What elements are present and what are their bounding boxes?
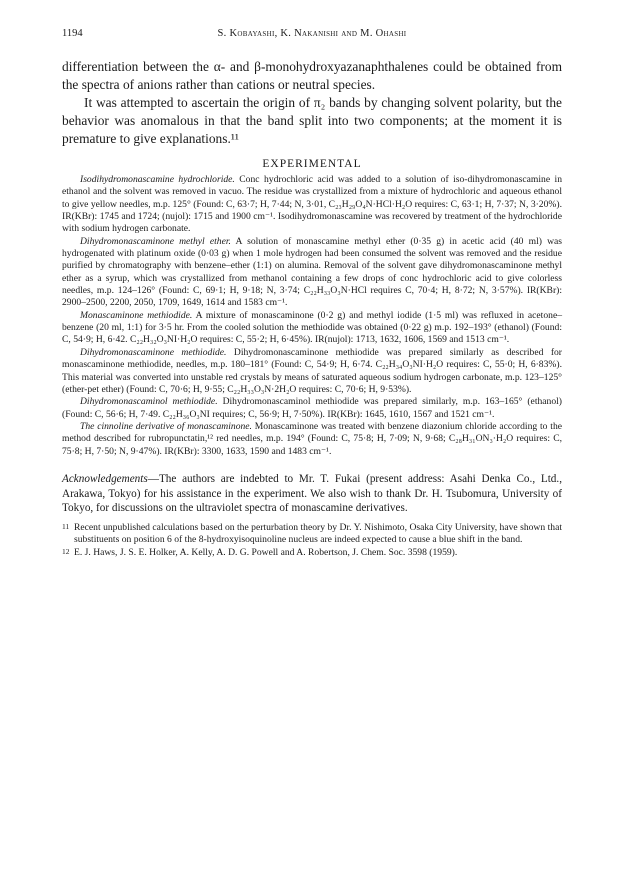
footnote-number: 12 [62, 546, 70, 556]
acknowledgements-text: —The authors are indebted to Mr. T. Fukai (present address: Asahi Denka Co., Ltd., Arakawa, Tokyo) for his assistance in the experiment. We also wish to thank Dr. H. Tsubomura, University of Tokyo, for discussions on the ultraviolet spectra of monascamine derivatives. [62, 472, 562, 515]
experimental-paragraph [62, 310, 562, 347]
experimental-paragraph [62, 421, 562, 458]
experimental-paragraph [62, 396, 562, 421]
paragraph-title: Dihydromonascaminone methiodide. [80, 346, 227, 358]
running-head-authors: S. Kobayashi, K. Nakanishi and M. Ohashi [217, 28, 407, 39]
intro-text [62, 58, 562, 148]
paragraph-title: The cinnoline derivative of monascaminone. [80, 420, 252, 432]
footnotes [62, 522, 562, 559]
paragraph-body: Monascaminone was treated with benzene diazonium chloride according to the method described for rubropunctatin,¹² red needles, m.p. 194° (Found: C, 75·8; H, 7·09; N, 9·68; C₂₈H₃₁ON₃·H₂O requires: C, 75·8; H, 7·50; N, 9·47%). IR(KBr): 3300, 1633, 1590 and 1483 cm⁻¹. [62, 420, 562, 457]
journal-page [62, 28, 562, 559]
acknowledgements-label: Acknowledgements [62, 472, 148, 485]
footnote [62, 547, 562, 559]
paragraph-body: Conc hydrochloric acid was added to a solution of iso-dihydromonascamine in ethanol and the solvent was removed in vacuo. The residue was crystallized from a mixture of hydrochloric and aqueous ethanol to give yellow needles, m.p. 125° (Found: C, 63·7; H, 7·44; N, 3·01, C₂₃H₂₉O₄N·HCl·H₂O requires: C, 63·1; H, 7·37; N, 3·20%). IR(KBr): 1745 and 1724; (nujol): 1715 and 1900 cm⁻¹. Isodihydromonascamine was recovered by treatment of the hydrochloride with sodium hydrogen carbonate. [62, 174, 562, 235]
footnote-text: E. J. Haws, J. S. E. Holker, A. Kelly, A. D. G. Powell and A. Robertson, J. Chem. Soc. 3598 (1959). [74, 546, 458, 558]
experimental-paragraph [62, 347, 562, 396]
intro-paragraph-2: It was attempted to ascertain the origin of π₂ bands by changing solvent polarity, but the behavior was anomalous in that the band split into two components; at the moment it is premature to give explanations.¹¹ [62, 95, 562, 146]
paragraph-body: Dihydromonascaminone methiodide was prepared similarly as described for monascaminone methiodide, needles, m.p. 180–181° (Found: C, 54·9; H, 6·74. C₂₂H₃₄O₃NI·H₂O requires: C, 55·0; H, 6·83%). This material was converted into unstable red crystals by means of saturated aqueous sodium hydrogen carbonate, m.p. 123–125° (ether-pet ether) (Found: C, 70·6; H, 9·55; C₂₂H₃₃O₃N·2H₂O requires: C, 70·6; H, 9·53%). [62, 346, 563, 395]
paragraph-body: A solution of monascamine methyl ether (0·35 g) in acetic acid (40 ml) was hydrogenated with platinum oxide (0·03 g) when 1 mole hydrogen had been consumed the solvent was removed and the residue purified by chromatography with benzene–ether (1:1) on alumina. Removal of the solvent gave dihydromonascaminone methyl ether as a syrup, which was crystallized from methanol containing a few drops of conc hydrochloric acid to give colorless needles, m.p. 124–126° (Found: C, 69·1; H, 9·18; N, 3·74; C₂₂H₃₃O₃N·HCl requires C, 70·4; H, 8·72; N, 3·57%). IR(KBr): 2900–2500, 2200, 2050, 1709, 1649, 1614 and 1583 cm⁻¹. [62, 235, 563, 309]
paragraph-title: Isodihydromonascamine hydrochloride. [80, 174, 235, 185]
footnote-number: 11 [62, 521, 70, 531]
footnote-text: Recent unpublished calculations based on the perturbation theory by Dr. Y. Nishimoto, Osaka City University, have shown that substituents on position 6 of the 8-hydroxyisoquinoline nucleus are indeed expected to cause a blue shift in the band. [74, 521, 562, 546]
page-header [62, 28, 562, 44]
paragraph-title: Monascaminone methiodide. [80, 309, 193, 321]
section-title: EXPERIMENTAL [262, 158, 362, 170]
paragraph-body: A mixture of monascaminone (0·2 g) and methyl iodide (1·5 ml) was refluxed in acetone–benzene (20 ml, 1:1) for 3·5 hr. From the cooled solution the methiodide was obtained (0·22 g) m.p. 192–193° (ethanol) (Found: C, 54·9; H, 6·42. C₂₂H₃₂O₃NI·H₂O requires: C, 55·2; H, 6·45%). IR(nujol): 1713, 1632, 1606, 1569 and 1513 cm⁻¹. [62, 309, 562, 346]
footnote [62, 522, 562, 547]
paragraph-body: Dihydromonascaminol methiodide was prepared similarly, m.p. 163–165° (ethanol) (Found: C, 56·6; H, 7·49. C₂₂H₃₆O₃NI requires; C, 56·9; H, 7·50%). IR(KBr): 1645, 1610, 1567 and 1521 cm⁻¹. [62, 396, 562, 420]
acknowledgements [62, 472, 562, 516]
experimental-section [62, 174, 562, 458]
intro-paragraph-1: differentiation between the α- and β-monohydroxyazanaphthalenes could be obtained from the spectra of anions rather than cations or neutral species. [62, 59, 562, 92]
page-number: 1194 [62, 28, 83, 39]
experimental-paragraph [62, 174, 562, 236]
paragraph-title: Dihydromonascaminone methyl ether. [80, 235, 231, 247]
paragraph-title: Dihydromonascaminol methiodide. [80, 396, 218, 408]
experimental-paragraph [62, 236, 562, 310]
